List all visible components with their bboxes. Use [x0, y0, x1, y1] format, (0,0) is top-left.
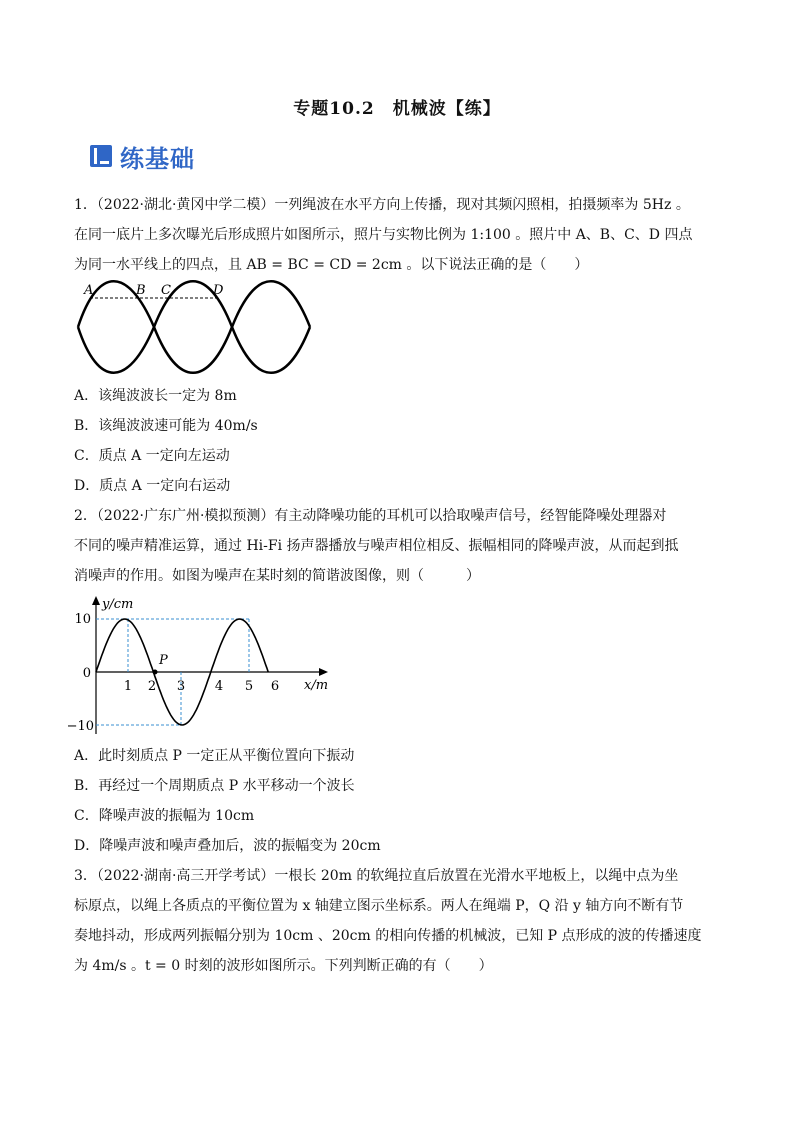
- book-icon: [90, 145, 112, 167]
- point-label-d: D: [213, 283, 224, 298]
- point-label-c: C: [161, 283, 171, 298]
- page-title: 专题10.2 机械波【练】: [293, 99, 501, 119]
- q1-option-a: A．该绳波波长一定为 8m: [74, 388, 237, 404]
- question-3-line-1: 3．（2022·湖南·高三开学考试）一根长 20m 的软绳拉直后放置在光滑水平地板上，以绳中点为坐: [74, 868, 679, 884]
- y-axis-arrow: [92, 596, 100, 605]
- y-tick-10: 10: [74, 612, 91, 627]
- x-axis-arrow: [319, 668, 328, 676]
- x-axis-label: x/m: [304, 678, 329, 693]
- question-1-text: [74, 190, 724, 280]
- q2-option-c: C．降噪声波的振幅为 10cm: [74, 808, 255, 824]
- section-label: 练基础: [120, 144, 195, 173]
- x-tick-1: 1: [123, 679, 133, 694]
- rope-wave-figure: [74, 280, 324, 380]
- q1-option-c: C．质点 A 一定向左运动: [74, 448, 230, 464]
- sine-wave-graph: [66, 592, 344, 742]
- x-tick-4: 4: [214, 679, 224, 694]
- x-tick-2: 2: [147, 679, 157, 694]
- question-1-line-2: 在同一底片上多次曝光后形成照片如图所示，照片与实物比例为 1:100 。照片中 A、B、C、D 四点: [74, 227, 693, 243]
- question-2-line-2: 不同的噪声精准运算，通过 Hi-Fi 扬声器播放与噪声相位相反、振幅相同的降噪声波，从而起到抵: [74, 538, 679, 554]
- question-3-line-2: 标原点，以绳上各质点的平衡位置为 x 轴建立图示坐标系。两人在绳端 P，Q 沿 y 轴方向不断有节: [74, 898, 684, 914]
- q2-option-d: D．降噪声波和噪声叠加后，波的振幅变为 20cm: [74, 838, 381, 854]
- point-p-marker: [153, 670, 158, 675]
- wave-upper-curve: [78, 281, 310, 327]
- q1-option-b: B．该绳波波速可能为 40m/s: [74, 418, 258, 434]
- q2-option-b: B．再经过一个周期质点 P 水平移动一个波长: [74, 778, 355, 794]
- y-tick-0: 0: [82, 666, 91, 681]
- question-3-text: [74, 861, 724, 981]
- x-tick-6: 6: [270, 679, 280, 694]
- question-2-line-1: 2．（2022·广东广州·模拟预测）有主动降噪功能的耳机可以拾取噪声信号，经智能降噪处理器对: [74, 508, 667, 524]
- y-axis-label: y/cm: [102, 597, 134, 612]
- wave-lower-curve: [78, 327, 310, 373]
- question-3-line-3: 奏地抖动，形成两列振幅分别为 10cm 、20cm 的相向传播的机械波，已知 P 点形成的波的传播速度: [74, 928, 702, 944]
- y-tick-neg10: −10: [66, 719, 94, 734]
- section-header: [90, 140, 195, 172]
- question-3-line-4: 为 4m/s 。t = 0 时刻的波形如图所示。下列判断正确的有（ ）: [74, 958, 493, 974]
- q2-option-a: A．此时刻质点 P 一定正从平衡位置向下振动: [74, 748, 355, 764]
- point-label-a: A: [84, 283, 94, 298]
- point-label-b: B: [136, 283, 146, 298]
- q1-option-d: D．质点 A 一定向右运动: [74, 478, 231, 494]
- x-tick-3: 3: [176, 679, 186, 694]
- x-tick-5: 5: [244, 679, 254, 694]
- point-p-label: P: [159, 653, 168, 668]
- question-1-line-1: 1．（2022·湖北·黄冈中学二模）一列绳波在水平方向上传播，现对其频闪照相，拍摄频率为 5Hz 。: [74, 197, 690, 213]
- question-2-line-3: 消噪声的作用。如图为噪声在某时刻的简谐波图像，则（ ）: [74, 568, 480, 584]
- question-1-line-3: 为同一水平线上的四点，且 AB = BC = CD = 2cm 。以下说法正确的是（ ）: [74, 257, 589, 273]
- question-2-text: [74, 501, 724, 591]
